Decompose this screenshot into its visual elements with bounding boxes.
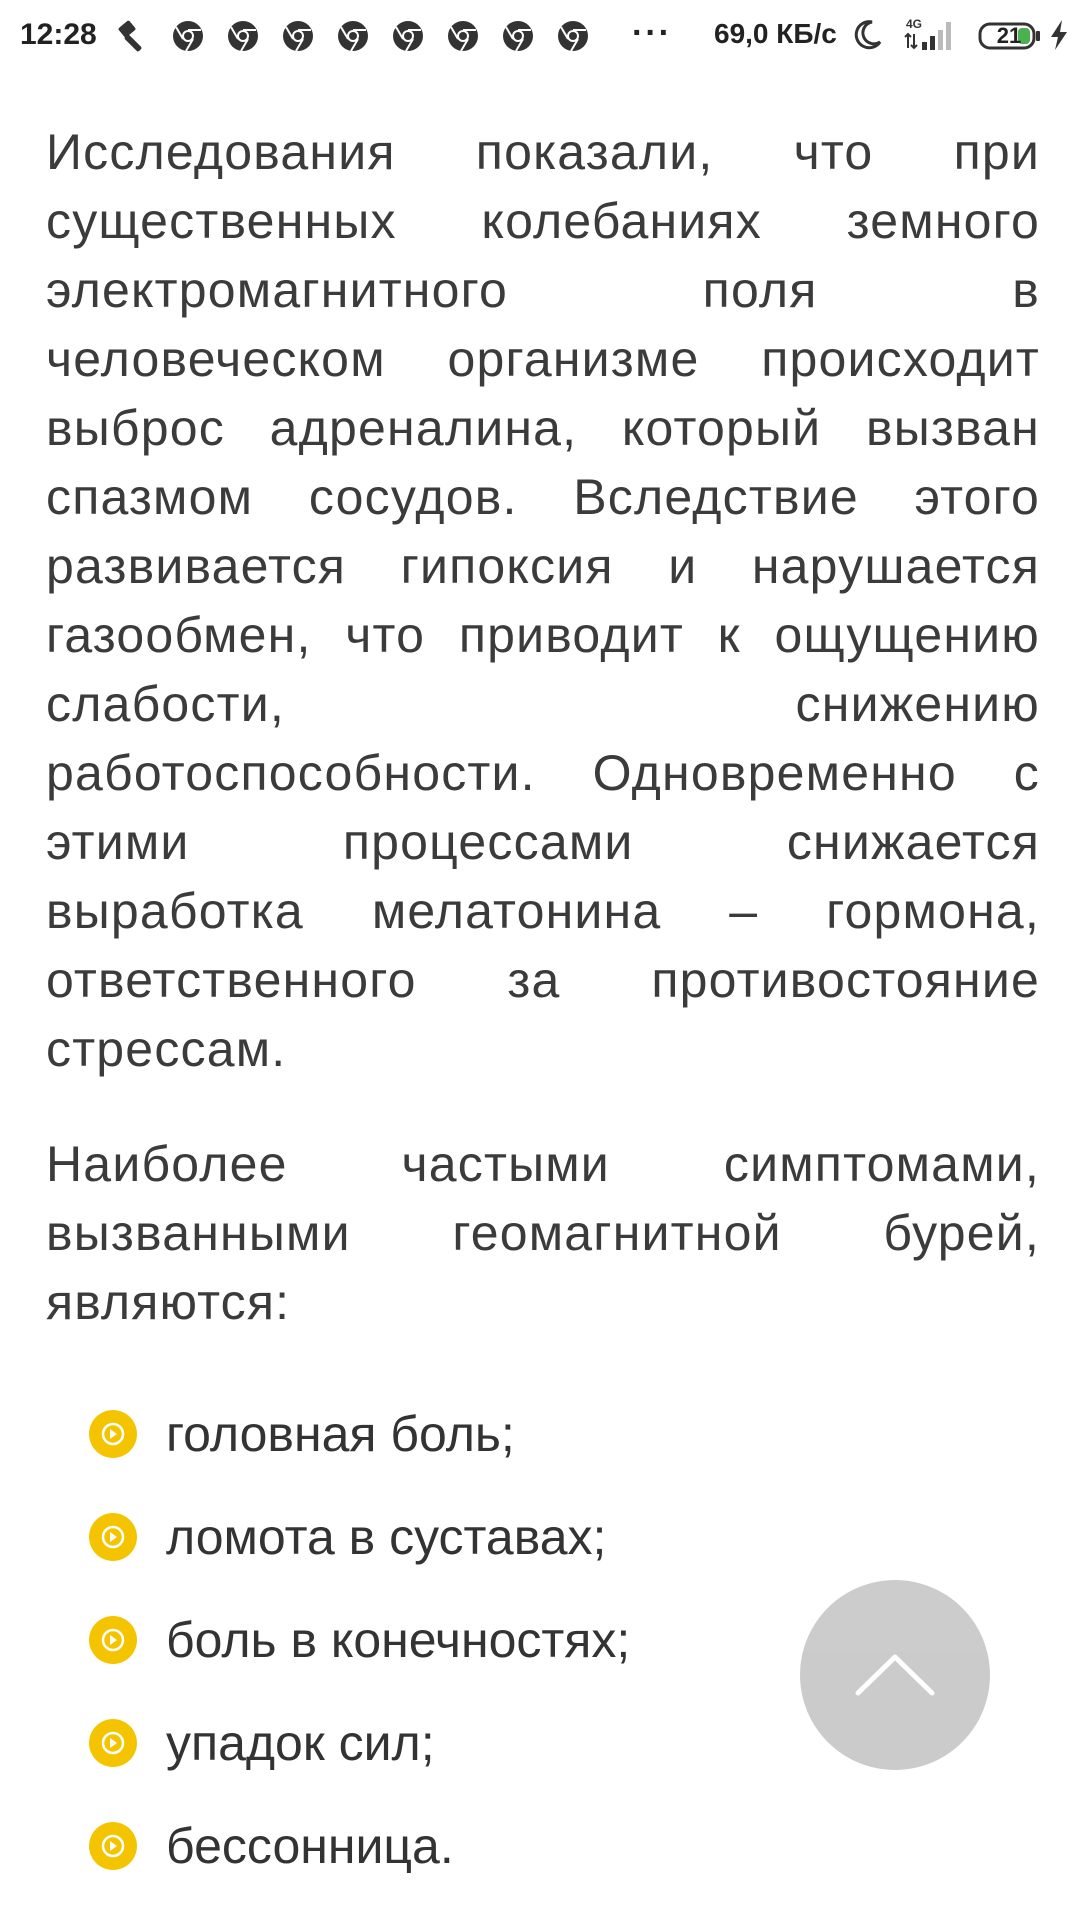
chrome-icon [336,19,370,53]
symptom-text: ломота в суставах; [166,1509,607,1565]
chrome-icon [226,19,260,53]
moon-icon [850,18,884,52]
chrome-icon [281,19,315,53]
network-type: 4G [906,17,923,31]
play-bullet-icon [88,1718,138,1768]
chrome-icon [171,19,205,53]
symptom-text: боль в конечностях; [166,1612,631,1668]
article-paragraph: Наиболее частыми симптомами, вызванными геомагнитной бурей, являются: [46,1136,1040,1330]
play-bullet-icon [88,1409,138,1459]
play-bullet-icon [88,1615,138,1665]
symptom-text: головная боль; [166,1406,515,1462]
play-bullet-icon [88,1512,138,1562]
network-speed: 69,0 КБ/с [714,18,837,49]
more-notifications-icon: ··· [632,14,672,52]
symptom-text: упадок сил; [166,1715,435,1771]
charging-bolt-icon [1048,18,1070,52]
battery-level: 21 [996,23,1022,48]
symptom-text: бессонница. [166,1818,454,1874]
status-time: 12:28 [20,18,97,51]
play-bullet-icon [88,1821,138,1871]
tool-icon [116,19,150,53]
notification-icons [116,16,611,56]
chrome-icon [501,19,535,53]
chrome-icon [446,19,480,53]
signal-icon [902,16,962,54]
chrome-icon [556,19,590,53]
list-item [46,1486,1040,1589]
status-bar [0,0,1080,72]
list-item [46,1795,1040,1898]
list-item [46,1383,1040,1486]
chrome-icon [391,19,425,53]
article-paragraph: Исследования показали, что при существенных колебаниях земного электромагнитного поля в человеческом организме происходит выброс адреналина, который вызван спазмом сосудов. Вследствие этого развивается гипоксия и нарушается газообмен, что приводит к ощущению слабости, снижению работоспособности. Одновременно с этими процессами снижается выработка мелатонина – гормона, ответственного за противостояние стрессам. [46,124,1040,1077]
chevron-up-icon [850,1645,940,1705]
scroll-to-top-button[interactable] [800,1580,990,1770]
